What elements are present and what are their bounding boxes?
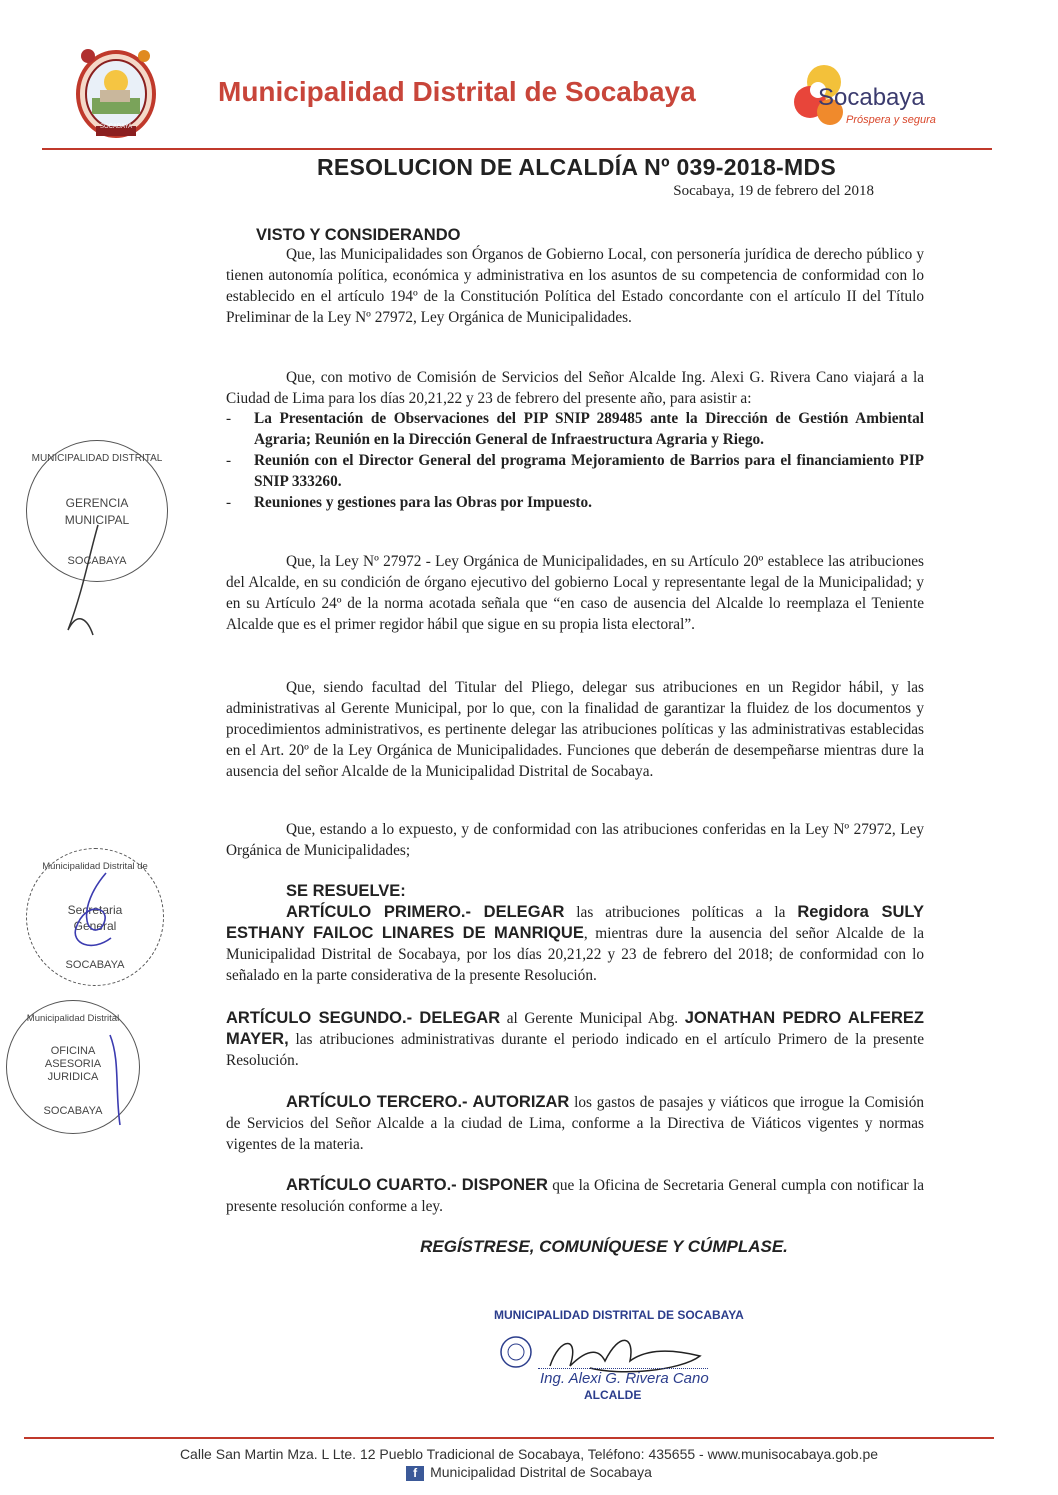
- municipal-crest-logo: [70, 42, 162, 142]
- article-2-label: ARTÍCULO SEGUNDO.- DELEGAR: [226, 1009, 501, 1027]
- article-4: [226, 1175, 924, 1217]
- resuelve-heading: SE RESUELVE:: [286, 882, 406, 900]
- article-3-label: ARTÍCULO TERCERO.- AUTORIZAR: [286, 1093, 570, 1111]
- paragraph-5: Que, estando a lo expuesto, y de conformidad con las atribuciones conferidas en la Ley Nº 27972, Ley Orgánica de Municipalidades;: [226, 821, 924, 859]
- article-1: [226, 902, 924, 986]
- article-1-text-b: , mientras dure la ausencia del señor Alcalde de la Municipalidad Distrital de Socabaya, por los días 20,21,22 y 23 de febrero del 2018; de conformidad con lo señalado en la parte considerativa de la presente Resolución.: [226, 925, 924, 984]
- stamp-center-text: JURIDICA: [47, 1071, 99, 1083]
- article-1-label: ARTÍCULO PRIMERO.- DELEGAR: [286, 903, 565, 921]
- brand-name: Socabaya: [818, 84, 925, 111]
- header-divider: [42, 148, 992, 150]
- visto-heading: [226, 225, 924, 246]
- paragraph-2: Que, con motivo de Comisión de Servicios del Señor Alcalde Ing. Alexi G. Rivera Cano viajará a la Ciudad de Lima para los días 20,21,22 y 23 de febrero del presente año, para asistir a:: [226, 369, 924, 407]
- resolution-date: Socabaya, 19 de febrero del 2018: [673, 183, 874, 199]
- footer-address: Calle San Martin Mza. L Lte. 12 Pueblo Tradicional de Socabaya, Teléfono: 435655 - www.munisocabaya.gob.pe: [179, 1446, 879, 1462]
- stamp-ring-text: MUNICIPALIDAD DISTRITAL: [31, 453, 163, 464]
- asesoria-signature-mark: [100, 1030, 140, 1130]
- header-title: Municipalidad Distrital de Socabaya: [218, 76, 696, 107]
- stamp-center-text: General: [73, 919, 117, 933]
- footer-facebook: [0, 1464, 1058, 1481]
- article-3-text: los gastos de pasajes y viáticos que irrogue la Comisión de Servicios del Señor Alcalde a la ciudad de Lima, conforme a la Directiva de Viáticos vigentes y normas vigentes de la materia.: [226, 1094, 924, 1153]
- signature-dotted-line: [538, 1368, 708, 1369]
- bullet-list: [196, 408, 924, 513]
- resolution-title: RESOLUCION DE ALCALDÍA Nº 039-2018-MDS: [316, 154, 837, 180]
- stamp-center-text: ASESORIA: [44, 1058, 102, 1070]
- mayor-name: Ing. Alexi G. Rivera Cano: [540, 1370, 709, 1387]
- bullet-item: - Reuniones y gestiones para las Obras por Impuesto.: [196, 492, 924, 513]
- closing-formula: REGÍSTRESE, COMUNÍQUESE Y CÚMPLASE.: [420, 1237, 788, 1256]
- stamp-center-text: Secretaria: [67, 903, 123, 917]
- paragraph-1: Que, las Municipalidades son Órganos de Gobierno Local, con personería jurídica de derecho público y tienen autonomía política, económica y administrativa en los asuntos de su competencia de conformidad con lo establecido en el artículo 194º de la Constitución Política del Estado concordante con el artículo II del Título Preliminar de la Ley Nº 27972, Ley Orgánica de Municipalidades.: [226, 246, 924, 326]
- article-1-name: Regidora SULY ESTHANY FAILOC LINARES DE MANRIQUE: [226, 903, 924, 942]
- resuelve-block: [226, 881, 924, 986]
- crest-label: SOCABAYA: [100, 124, 133, 130]
- stamp-center-text: MUNICIPAL: [64, 513, 130, 527]
- stamp-ring-text: Municipalidad Distrital de: [42, 861, 148, 872]
- bullet-item: - La Presentación de Observaciones del PIP SNIP 289485 ante la Dirección de Gestión Ambiental Agraria; Reunión en la Dirección General de Infraestructura Agraria y Riego.: [196, 408, 924, 450]
- article-2-text-b: las atribuciones administrativas durante el periodo indicado en el artículo Primero de la presente Resolución.: [226, 1031, 924, 1069]
- stamp-ring-text: SOCABAYA: [43, 1105, 103, 1117]
- visto-heading-text: VISTO Y CONSIDERANDO: [256, 226, 461, 244]
- signature-seal-icon: [498, 1334, 534, 1370]
- article-2-text-a: al Gerente Municipal Abg.: [500, 1010, 685, 1027]
- article-2: [226, 1008, 924, 1071]
- paragraph-3: Que, la Ley Nº 27972 - Ley Orgánica de Municipalidades, en su Artículo 20º establece las atribuciones del Alcalde, en su condición de órgano ejecutivo del gobierno Local y representante legal de la Municipalidad; y en su Artículo 24º de la norma acotada señala que “en caso de ausencia del Alcalde lo reemplaza el Teniente Alcalde que es el primer regidor hábil que sigue en su propia lista electoral”.: [226, 553, 924, 633]
- bullet-item: - Reunión con el Director General del programa Mejoramiento de Barrios para el financiamiento PIP SNIP 333260.: [196, 450, 924, 492]
- gerencia-signature-mark: [58, 520, 118, 640]
- article-4-text: que la Oficina de Secretaria General cumpla con notificar la presente resolución conforme a ley.: [226, 1177, 924, 1215]
- stamp-center-text: OFICINA: [50, 1045, 96, 1057]
- signature-stamp-heading: MUNICIPALIDAD DISTRITAL DE SOCABAYA: [494, 1308, 744, 1322]
- paragraph-4: Que, siendo facultad del Titular del Pliego, delegar sus atribuciones en un Regidor hábil, y las administrativas al Gerente Municipal, por lo que, con la finalidad de garantizar la fluidez de los documentos y procedimientos administrativos, es pertinente delegar las atribuciones políticas y las administrativas establecidas en el Art. 20º de la Ley Orgánica de Municipalidades. Funciones que deberán de desempeñarse mientras dure la ausencia del señor Alcalde de la Municipalidad Distrital de Socabaya.: [226, 679, 924, 780]
- article-4-label: ARTÍCULO CUARTO.- DISPONER: [286, 1176, 548, 1194]
- article-2-name: JONATHAN PEDRO ALFEREZ MAYER,: [226, 1009, 924, 1048]
- facebook-page-name[interactable]: Municipalidad Distrital de Socabaya: [430, 1464, 652, 1480]
- facebook-icon: f: [406, 1466, 424, 1481]
- mayor-role: ALCALDE: [584, 1388, 642, 1402]
- secretaria-signature-mark: [56, 868, 136, 958]
- stamp-ring-text: Municipalidad Distrital: [26, 1013, 120, 1024]
- socabaya-brand-logo: [790, 60, 960, 132]
- article-1-text-a: las atribuciones políticas a la: [564, 904, 798, 921]
- mayor-signature-block: [492, 1306, 742, 1406]
- stamp-ring-text: SOCABAYA: [67, 555, 127, 567]
- brand-tagline: Próspera y segura: [846, 114, 936, 126]
- stamp-center-text: GERENCIA: [65, 496, 129, 510]
- stamp-ring-text: SOCABAYA: [65, 959, 125, 971]
- article-3: [226, 1092, 924, 1155]
- footer-divider: [24, 1437, 994, 1439]
